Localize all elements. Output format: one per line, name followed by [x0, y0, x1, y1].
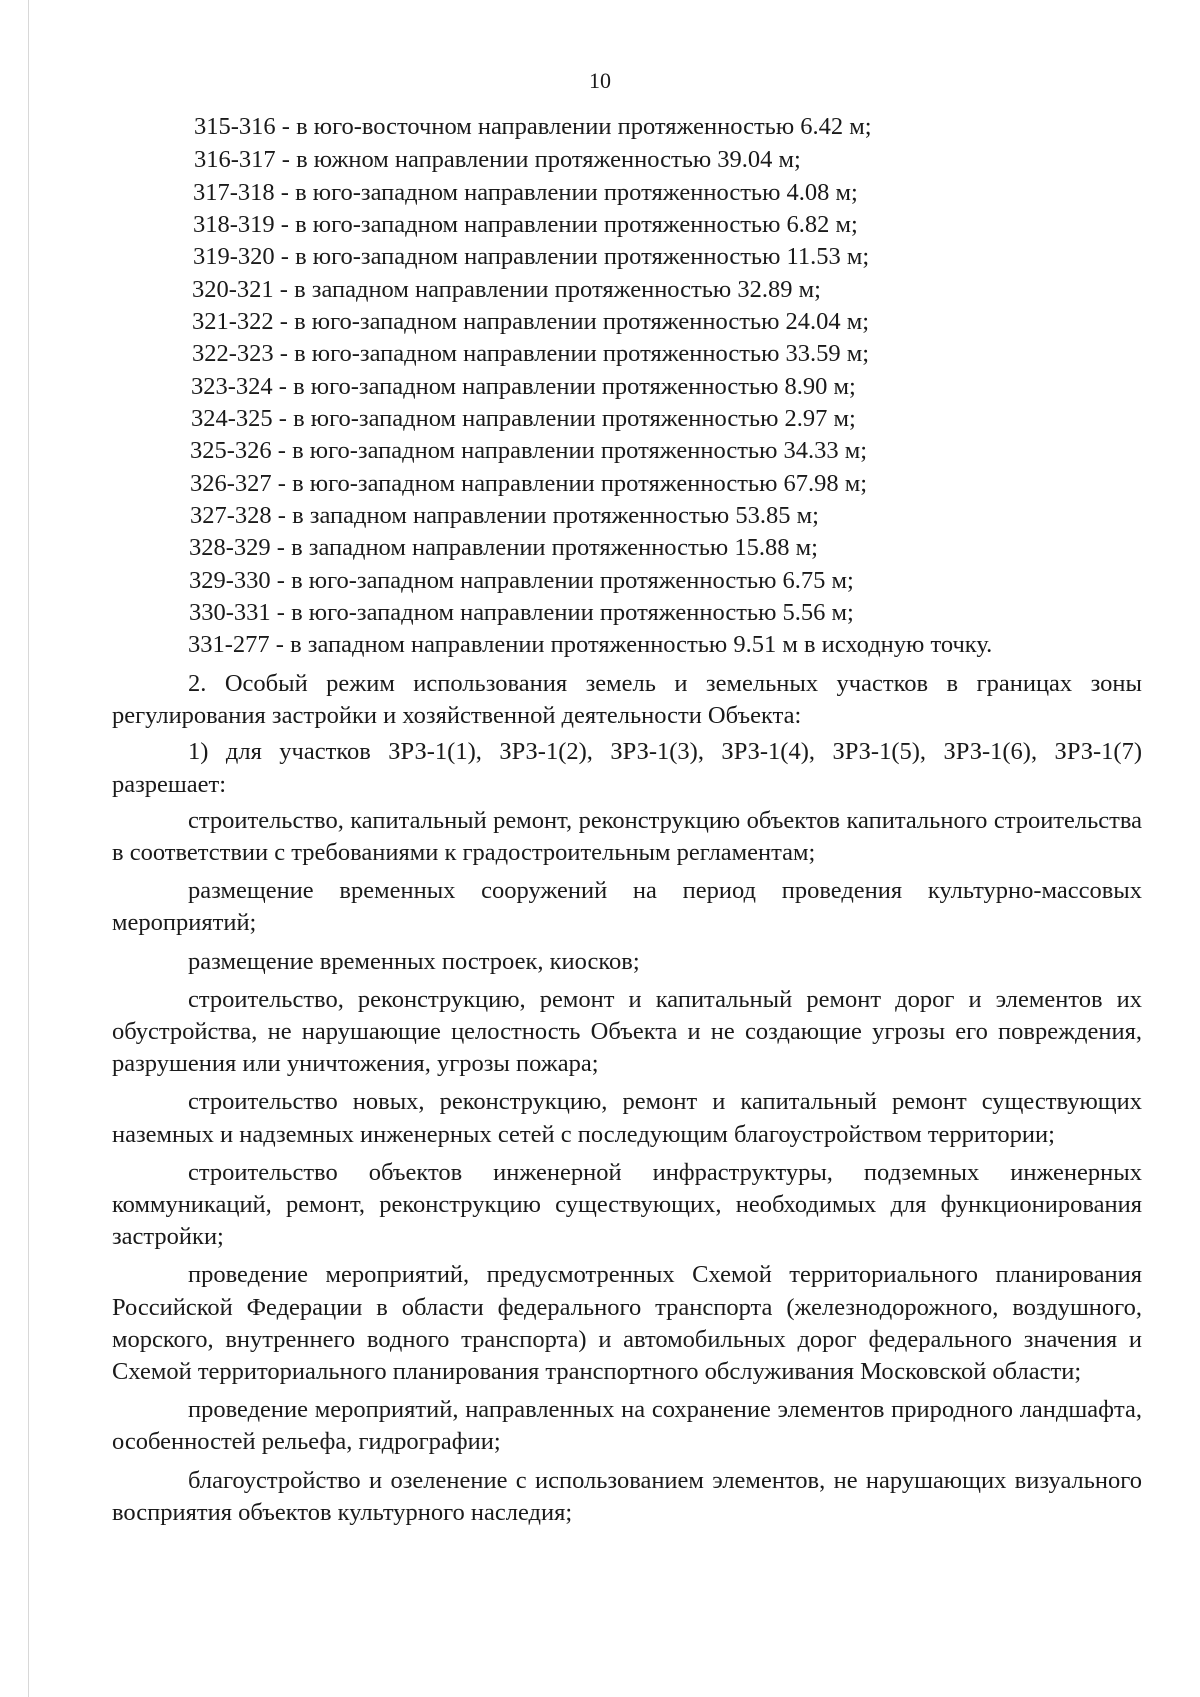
segment-line: 320-321 - в западном направлении протяженностью 32.89 м;: [192, 276, 821, 303]
regulation-text: [112, 668, 1142, 1535]
permitted-item: размещение временных построек, киосков;: [188, 947, 640, 975]
segment-line: 331-277 - в западном направлении протяженностью 9.51 м в исходную точку.: [188, 631, 993, 658]
permitted-item: проведение мероприятий, направленных на сохранение элементов природного ландшафта, особенностей рельефа, гидрографии;: [112, 1396, 1142, 1456]
permitted-item: строительство объектов инженерной инфраструктуры, подземных инженерных коммуникаций, ремонт, реконструкцию существующих, необходимых для функционирования застройки;: [112, 1158, 1142, 1251]
permitted-item: строительство, капитальный ремонт, реконструкцию объектов капитального строительства в соответствии с требованиями к градостроительным регламентам;: [112, 806, 1142, 867]
segment-line: 318-319 - в юго-западном направлении протяженностью 6.82 м;: [193, 211, 858, 238]
zones-paragraph: 1) для участков ЗРЗ-1(1), ЗРЗ-1(2), ЗРЗ-1(3), ЗРЗ-1(4), ЗРЗ-1(5), ЗРЗ-1(6), ЗРЗ-1(7) разрешает:: [112, 738, 1142, 798]
permitted-item: строительство новых, реконструкцию, ремонт и капитальный ремонт существующих наземных и надземных инженерных сетей с последующим благоустройством территории;: [112, 1088, 1142, 1148]
segment-line: 327-328 - в западном направлении протяженностью 53.85 м;: [190, 502, 819, 529]
permitted-item: проведение мероприятий, предусмотренных Схемой территориального планирования Российской Федерации в области федерального транспорта (железнодорожного, воздушного, морского, внутреннего водного транспорта) и автомобильных дорог федерального значения и Схемой территориального планирования транспортного обслуживания Московской области;: [112, 1261, 1142, 1386]
segment-line: 315-316 - в юго-восточном направлении протяженностью 6.42 м;: [194, 113, 872, 140]
permitted-item: благоустройство и озеленение с использованием элементов, не нарушающих визуального восприятия объектов культурного наследия;: [112, 1466, 1142, 1526]
segment-line: 326-327 - в юго-западном направлении протяженностью 67.98 м;: [190, 470, 868, 497]
segment-line: 330-331 - в юго-западном направлении протяженностью 5.56 м;: [189, 599, 854, 626]
segment-line: 319-320 - в юго-западном направлении протяженностью 11.53 м;: [193, 243, 870, 270]
segment-line: 325-326 - в юго-западном направлении протяженностью 34.33 м;: [190, 437, 868, 464]
segment-line: 316-317 - в южном направлении протяженностью 39.04 м;: [194, 146, 801, 173]
permitted-item: размещение временных сооружений на период проведения культурно-массовых мероприятий;: [112, 877, 1142, 937]
section-heading-paragraph: 2. Особый режим использования земель и земельных участков в границах зоны регулирования застройки и хозяйственной деятельности Объекта:: [112, 670, 1142, 730]
boundary-segments-list: [0, 0, 1200, 670]
segment-line: 317-318 - в юго-западном направлении протяженностью 4.08 м;: [193, 179, 858, 206]
segment-line: 329-330 - в юго-западном направлении протяженностью 6.75 м;: [189, 567, 854, 594]
segment-line: 323-324 - в юго-западном направлении протяженностью 8.90 м;: [191, 373, 856, 400]
segment-line: 328-329 - в западном направлении протяженностью 15.88 м;: [189, 534, 818, 561]
segment-line: 321-322 - в юго-западном направлении протяженностью 24.04 м;: [192, 308, 870, 335]
permitted-item: строительство, реконструкцию, ремонт и капитальный ремонт дорог и элементов их обустройства, не нарушающие целостность Объекта и не создающие угрозы его повреждения, разрушения или уничтожения, угрозы пожара;: [112, 985, 1142, 1078]
segment-line: 322-323 - в юго-западном направлении протяженностью 33.59 м;: [192, 340, 870, 367]
page-number: 10: [589, 68, 611, 93]
segment-line: 324-325 - в юго-западном направлении протяженностью 2.97 м;: [191, 405, 856, 432]
